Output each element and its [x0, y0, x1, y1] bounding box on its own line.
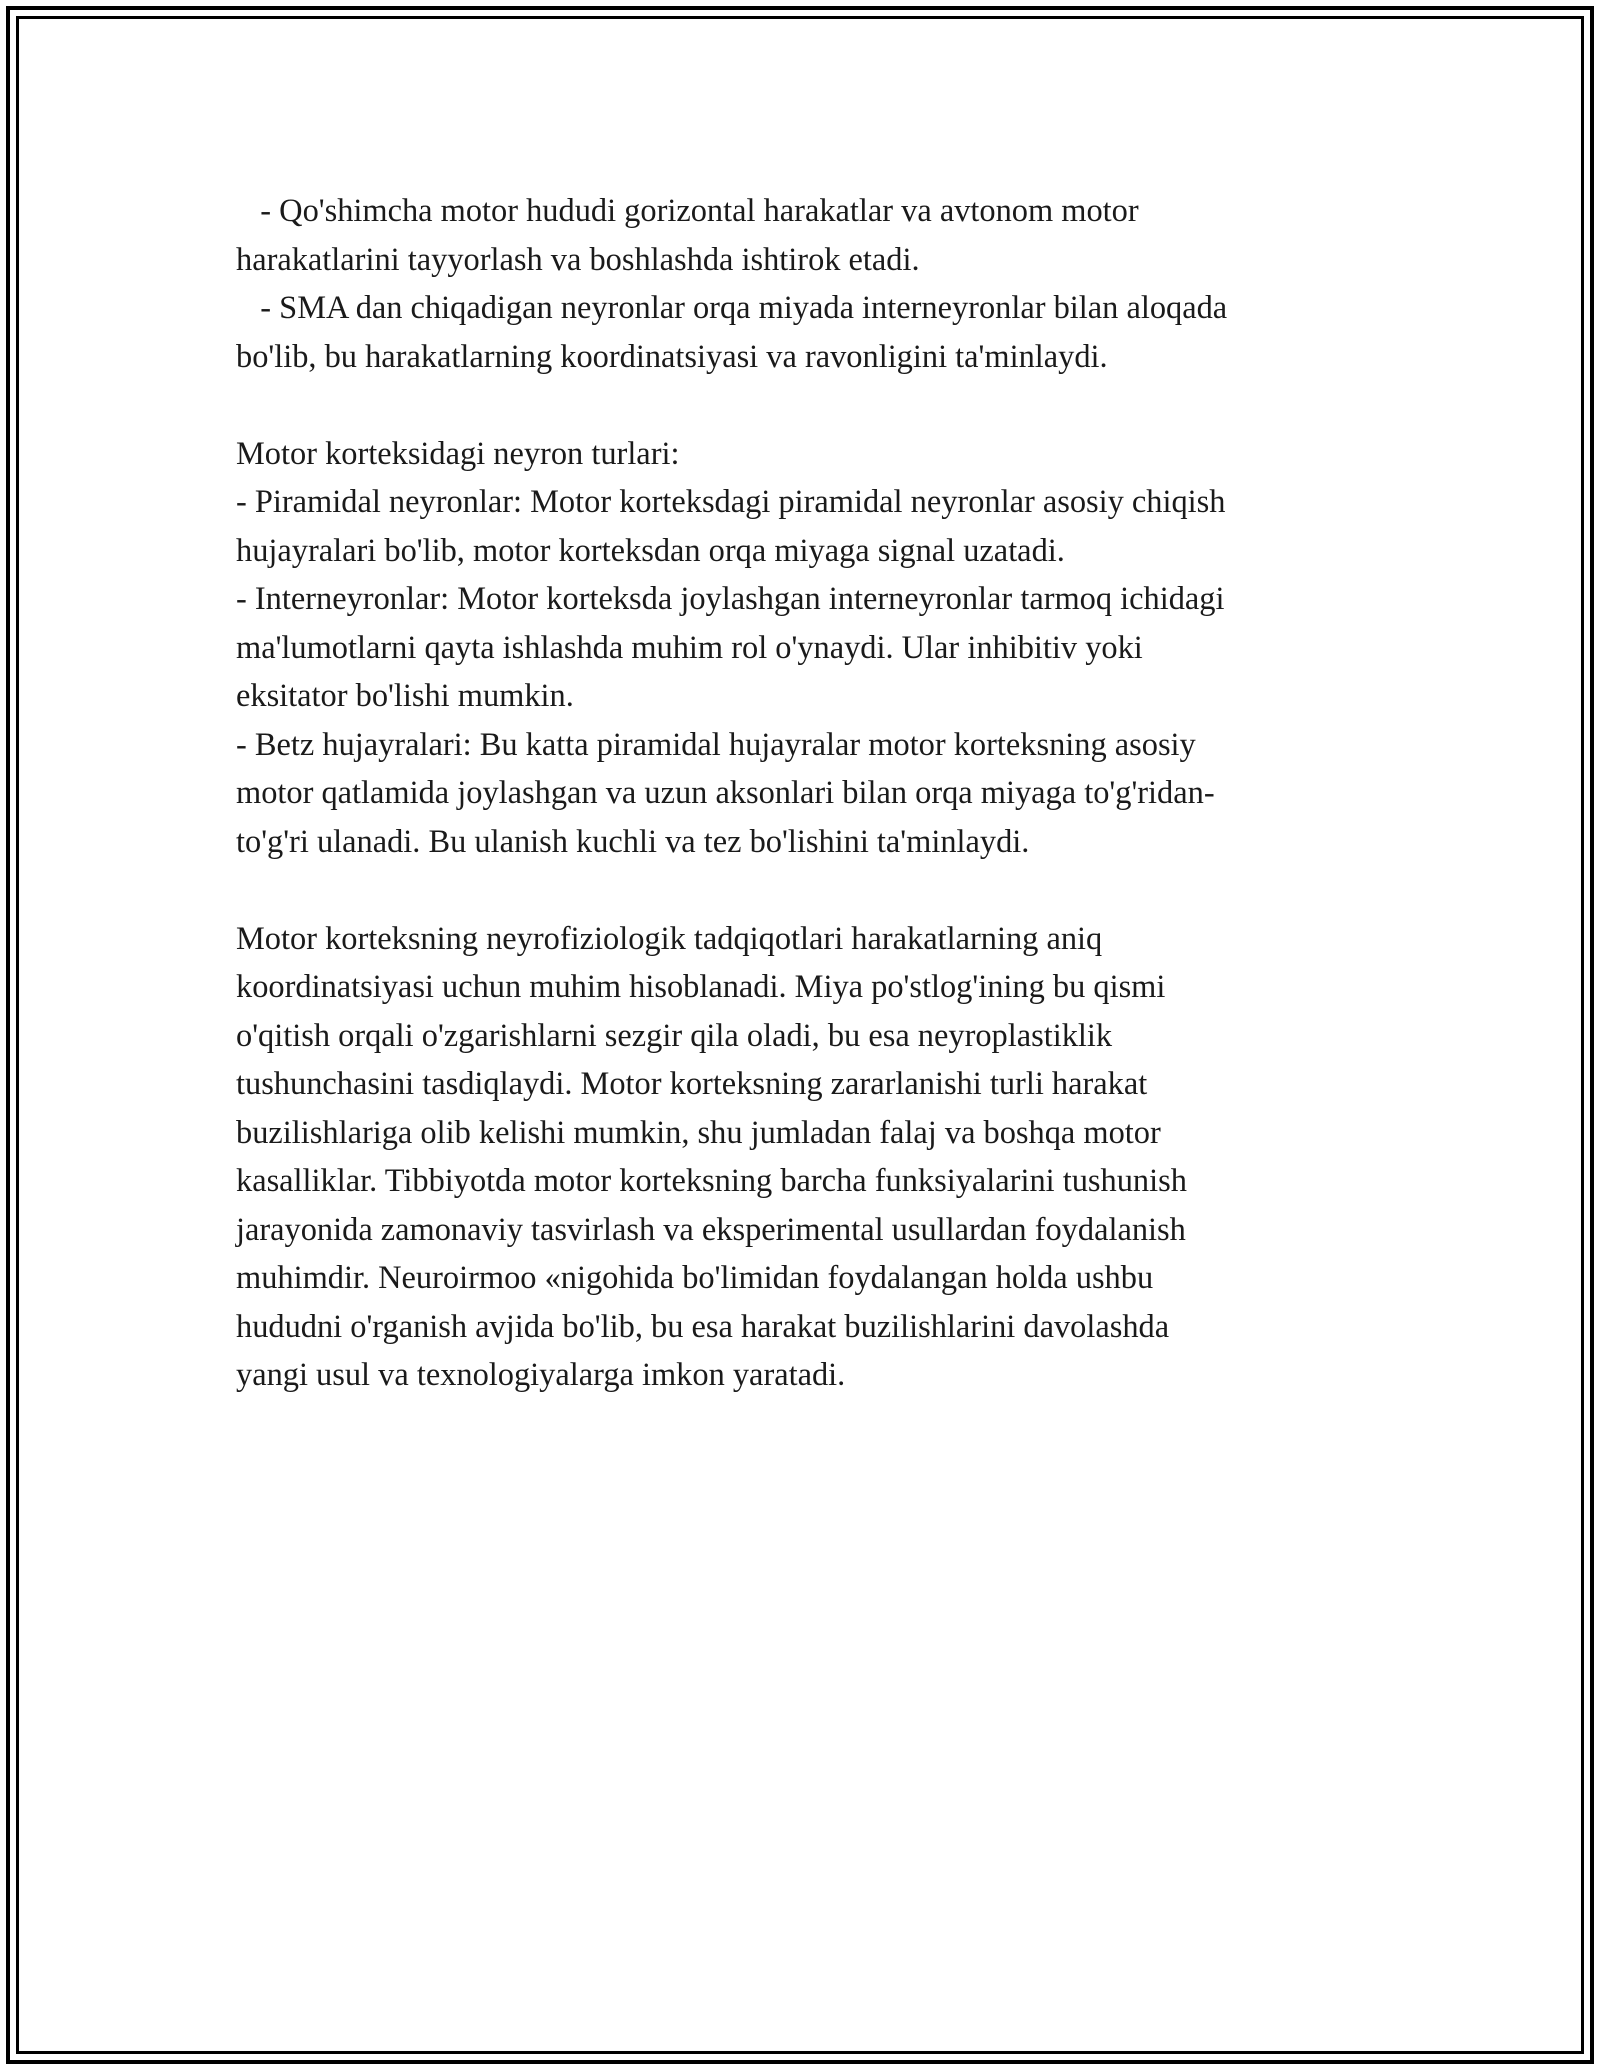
text-line: bo'lib, bu harakatlarning koordinatsiyasi va ravonligini ta'minlaydi.: [236, 338, 1108, 375]
text-line: Motor korteksning neyrofiziologik tadqiqotlari harakatlarning aniq: [236, 920, 1103, 957]
paragraph-spacer: [236, 866, 1376, 915]
paragraph-spacer: [236, 381, 1376, 430]
text-line: to'g'ri ulanadi. Bu ulanish kuchli va tez bo'lishini ta'minlaydi.: [236, 823, 1030, 860]
text-line: muhimdir. Neuroirmoo «nigohida bo'limidan foydalangan holda ushbu: [236, 1260, 1154, 1296]
text-line: koordinatsiyasi uchun muhim hisoblanadi. Miya po'stlog'ining bu qismi: [236, 969, 1166, 1005]
text-line: - Piramidal neyronlar: Motor korteksdagi piramidal neyronlar asosiy chiqish: [236, 484, 1226, 520]
text-line: jarayonida zamonaviy tasvirlash va eksperimental usullardan foydalanish: [236, 1211, 1186, 1248]
text-line: yangi usul va texnologiyalarga imkon yaratadi.: [236, 1357, 846, 1393]
text-line: - SMA dan chiqadigan neyronlar orqa miyada interneyronlar bilan aloqada: [236, 290, 1228, 326]
text-line: buzilishlariga olib kelishi mumkin, shu jumladan falaj va boshqa motor: [236, 1114, 1161, 1151]
text-line: harakatlarini tayyorlash va boshlashda ishtirok etadi.: [236, 241, 920, 278]
text-line: motor qatlamida joylashgan va uzun aksonlari bilan orqa miyaga to'g'ridan-: [236, 775, 1215, 811]
text-line: - Qo'shimcha motor hududi gorizontal harakatlar va avtonom motor: [236, 193, 1139, 229]
document-body: [236, 187, 1376, 1400]
text-line: hujayralari bo'lib, motor korteksdan orqa miyaga signal uzatadi.: [236, 532, 1065, 569]
text-line: tushunchasini tasdiqlaydi. Motor korteksning zararlanishi turli harakat: [236, 1066, 1148, 1102]
section-heading: Motor korteksidagi neyron turlari:: [236, 435, 680, 472]
text-line: ma'lumotlarni qayta ishlashda muhim rol o'ynaydi. Ular inhibitiv yoki: [236, 629, 1143, 666]
text-line: hududni o'rganish avjida bo'lib, bu esa harakat buzilishlarini davolashda: [236, 1308, 1170, 1345]
text-line: - Betz hujayralari: Bu katta piramidal hujayralar motor korteksning asosiy: [236, 726, 1196, 763]
text-line: o'qitish orqali o'zgarishlarni sezgir qila oladi, bu esa neyroplastiklik: [236, 1017, 1113, 1054]
text-line: - Interneyronlar: Motor korteksda joylashgan interneyronlar tarmoq ichidagi: [236, 581, 1225, 617]
text-line: kasalliklar. Tibbiyotda motor korteksning barcha funksiyalarini tushunish: [236, 1163, 1187, 1199]
text-line: eksitator bo'lishi mumkin.: [236, 678, 574, 714]
